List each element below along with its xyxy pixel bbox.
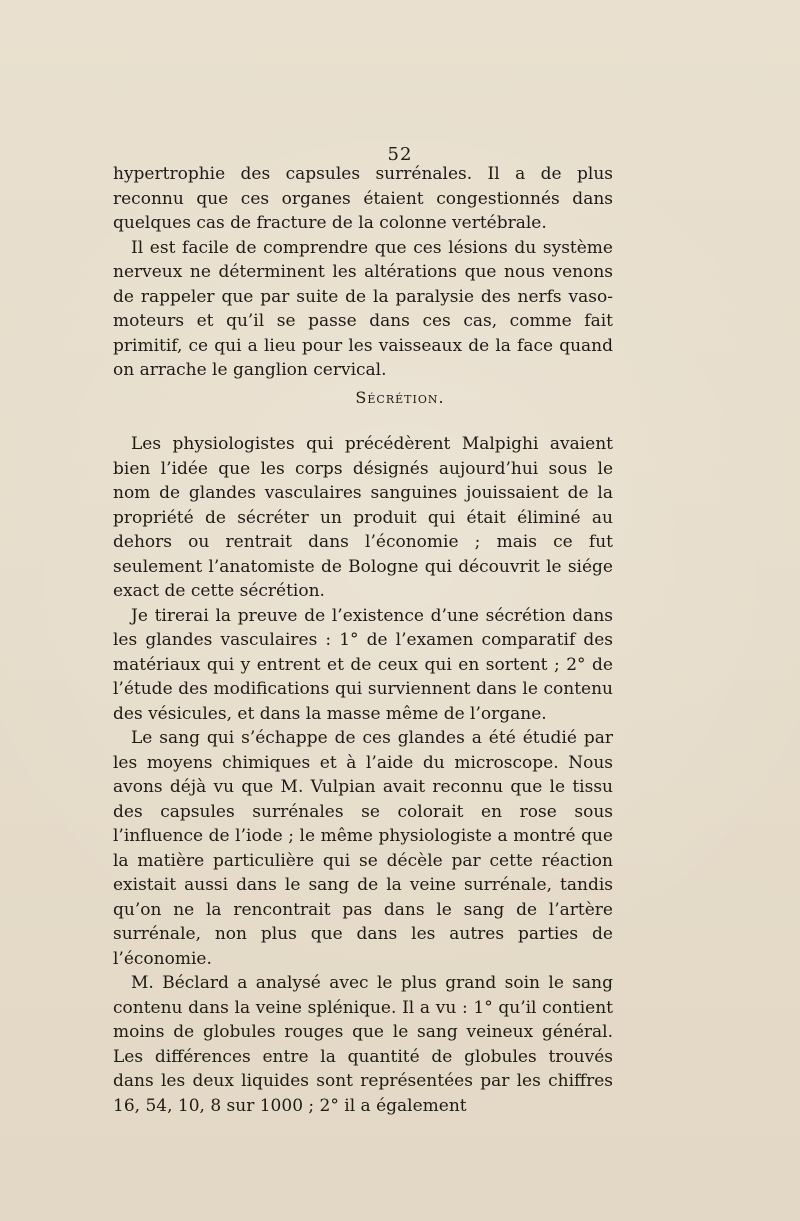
intro-paragraph-1: hypertrophie des capsules surrénales. Il a de plus reconnu que ces organes étaient congestionnés dans quelques cas de fracture de la colonne vertébrale.: [113, 164, 613, 233]
secretion-paragraph-2: Je tirerai la preuve de l’existence d’une sécrétion dans les glandes vasculaires : 1° de l’examen comparatif des matériaux qui y entrent et de ceux qui en sortent ; 2° de l’étude des modifications qui surviennent dans le contenu des vésicules, et dans la masse même de l’organe.: [113, 605, 613, 724]
secretion-paragraph-4: M. Béclard a analysé avec le plus grand soin le sang contenu dans la veine splénique. Il a vu : 1° qu’il contient moins de globules rouges que le sang veineux général. Les différences entre la quantité de globules trouvés dans les deux liquides sont représentées par les chiffres 16, 54, 10, 8 sur 1000 ; 2° il a également: [113, 973, 613, 1116]
secretion-paragraph-1: Les physiologistes qui précédèrent Malpighi avaient bien l’idée que les corps désignés aujourd’hui sous le nom de glandes vasculaires sanguines jouissaient de la propriété de sécréter un produit qui était éliminé au dehors ou rentrait dans l’économie ; mais ce fut seulement l’anatomiste de Bologne qui découvrit le siége exact de cette sécrétion.: [113, 434, 613, 601]
secretion-paragraph-3: Le sang qui s’échappe de ces glandes a été étudié par les moyens chimiques et à l’aide du microscope. Nous avons déjà vu que M. Vulpian avait reconnu que le tissu des capsules surrénales se colorait en rose sous l’influence de l’iode ; le même physiologiste a montré que la matière particulière qui se décèle par cette réaction existait aussi dans le sang de la veine surrénale, tandis qu’on ne la rencontrait pas dans le sang de l’artère surrénale, non plus que dans les autres parties de l’économie.: [113, 728, 613, 969]
secretion-text-block: [113, 432, 613, 1118]
intro-text-block: [113, 162, 613, 383]
intro-paragraph-2: Il est facile de comprendre que ces lésions du système nerveux ne déterminent les altérations que nous venons de rappeler que par suite de la paralysie des nerfs vaso-moteurs et qu’il se passe dans ces cas, comme fait primitif, ce qui a lieu pour les vaisseaux de la face quand on arrache le ganglion cervical.: [113, 237, 613, 380]
page-number: 52: [387, 144, 413, 165]
section-heading-secretion: Sécrétion.: [355, 388, 445, 407]
